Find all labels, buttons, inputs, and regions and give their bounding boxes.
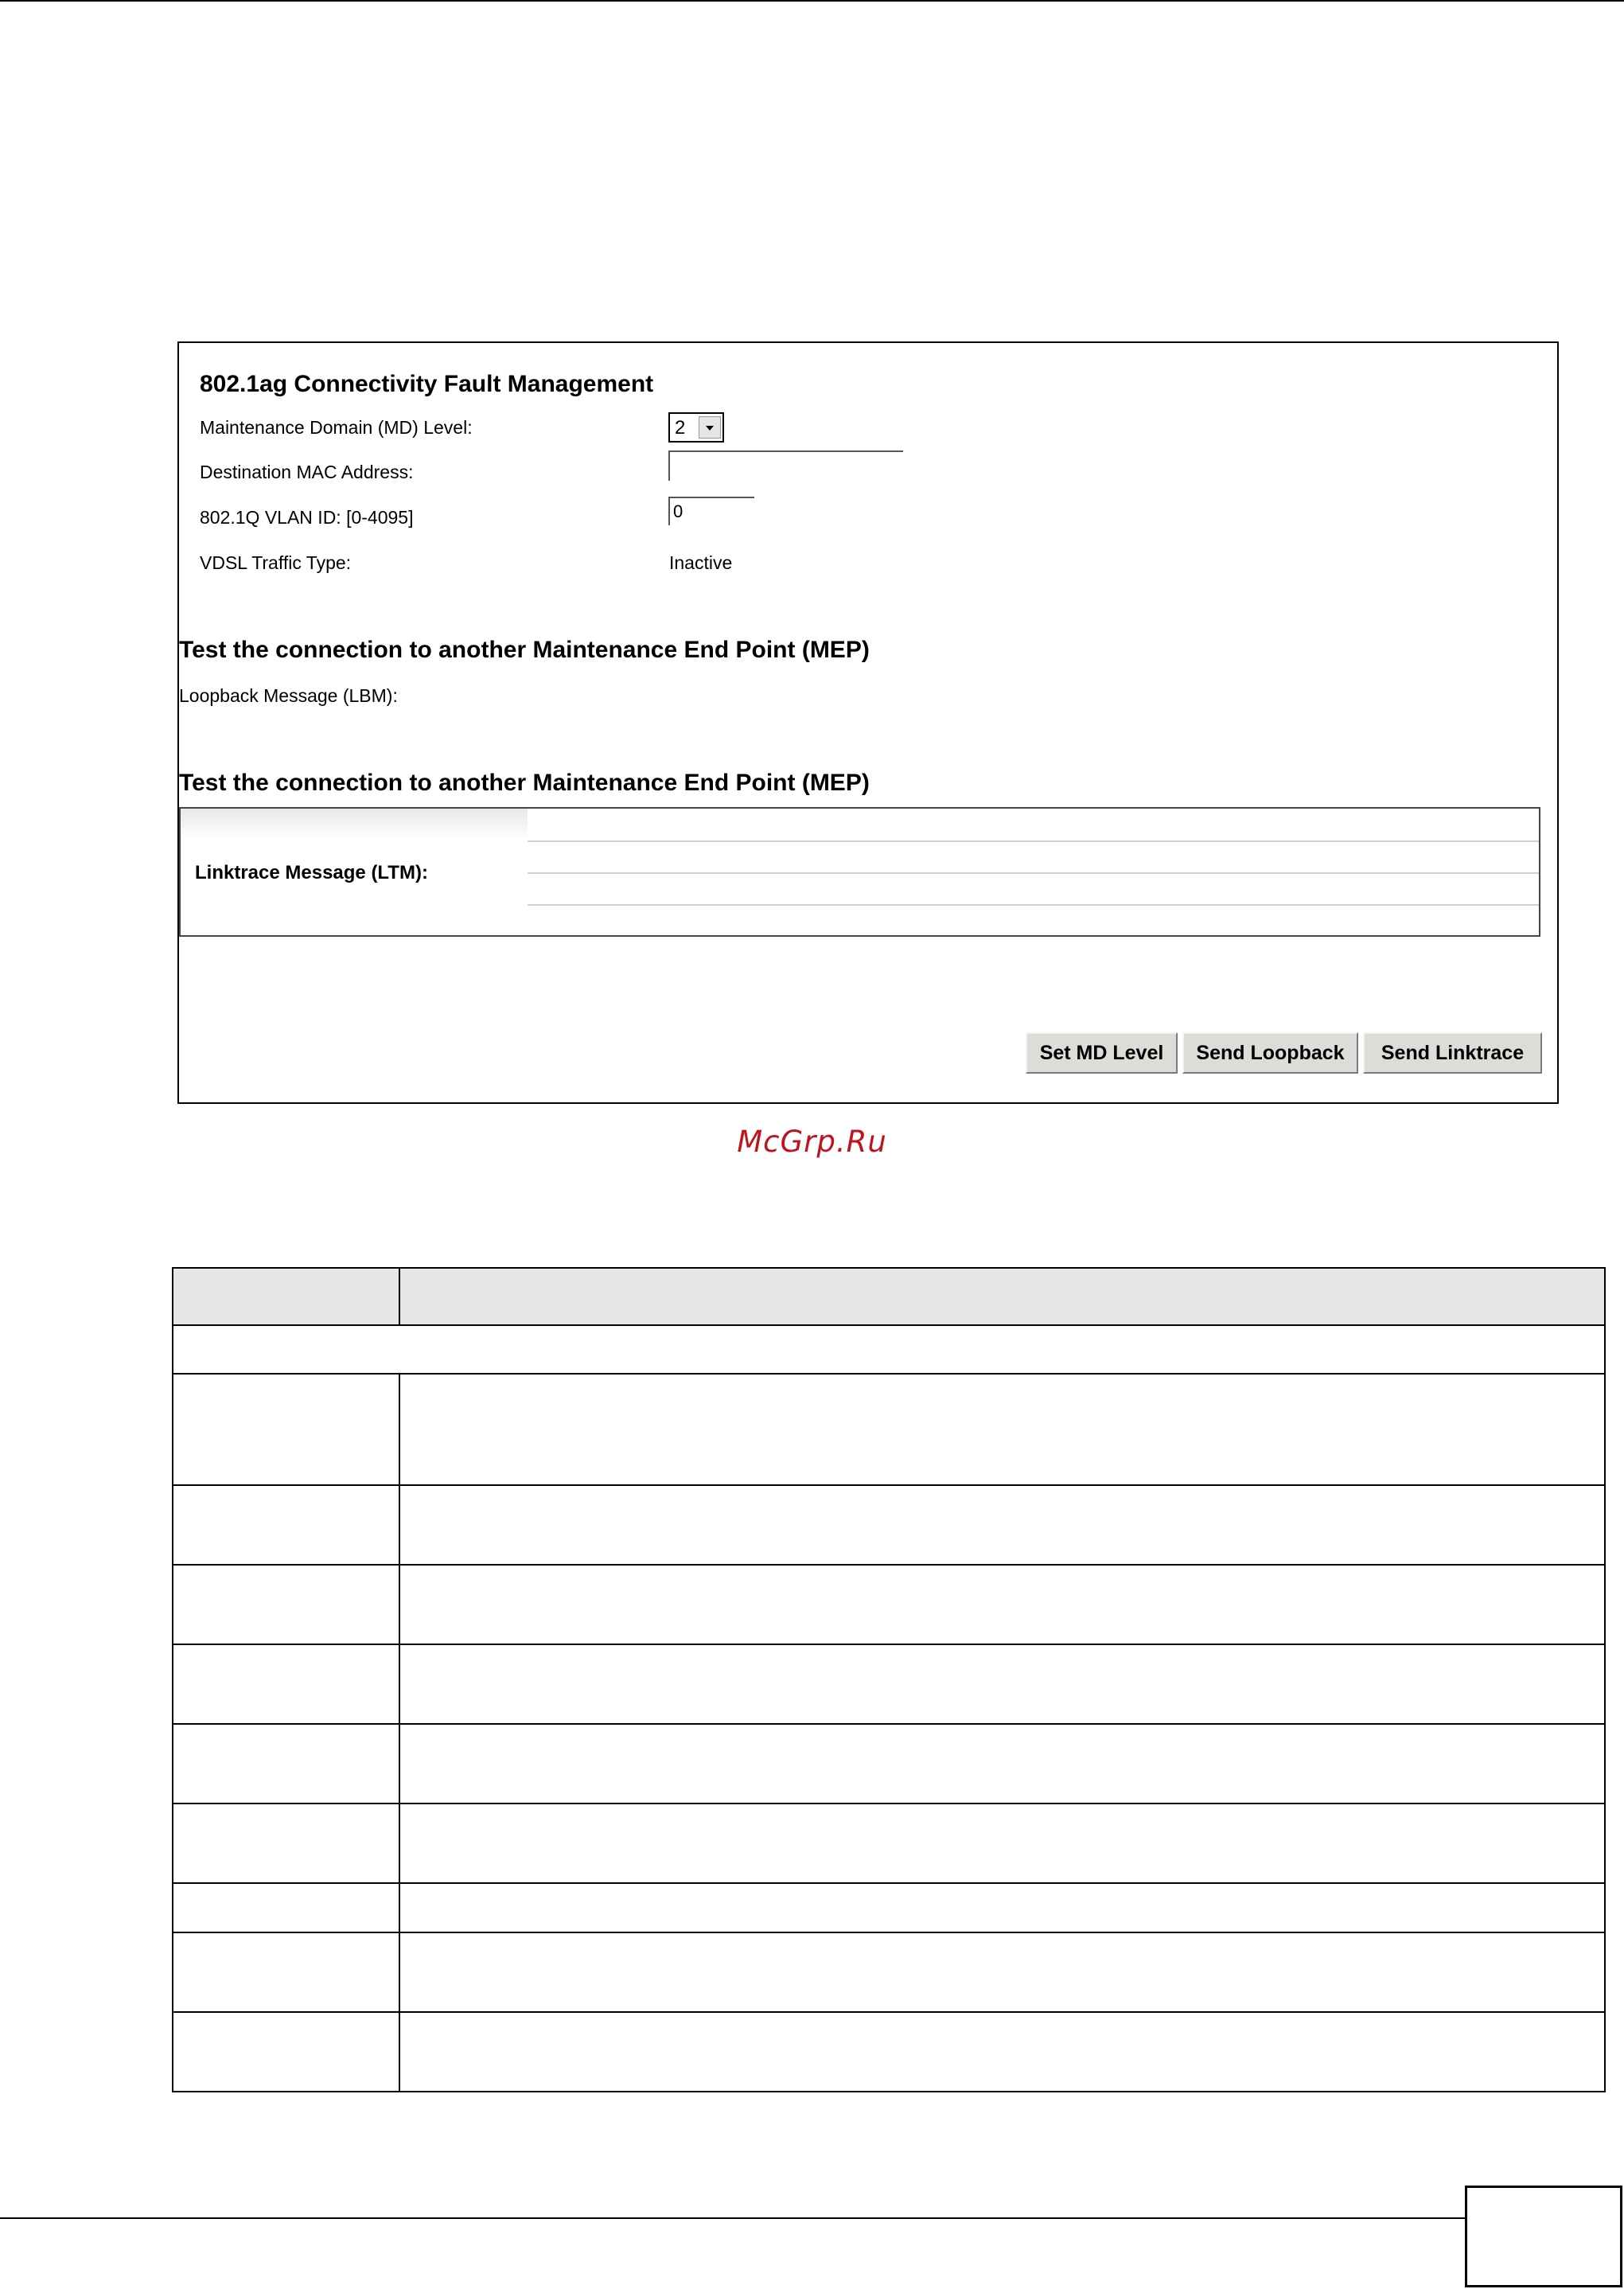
- table-row: [173, 1485, 1605, 1565]
- chevron-down-icon[interactable]: [699, 416, 721, 439]
- send-linktrace-button[interactable]: Send Linktrace: [1363, 1032, 1542, 1074]
- field-description-table: [172, 1267, 1606, 2092]
- footer-rule: [0, 2217, 1465, 2219]
- table-header-cell: [173, 1268, 399, 1325]
- send-loopback-button[interactable]: Send Loopback: [1182, 1032, 1358, 1074]
- linktrace-row-divider: [528, 904, 1539, 906]
- table-cell: [173, 2012, 399, 2092]
- loopback-section-title: Test the connection to another Maintenance End Point (MEP): [179, 637, 870, 663]
- table-row: [173, 2012, 1605, 2092]
- table-cell: [173, 1724, 399, 1804]
- table-cell: [173, 1932, 399, 2012]
- loopback-label: Loopback Message (LBM):: [179, 685, 398, 706]
- table-cell: [399, 1644, 1605, 1724]
- linktrace-section-title: Test the connection to another Maintenance End Point (MEP): [179, 770, 870, 796]
- dest-mac-label: Destination MAC Address:: [200, 462, 414, 482]
- dest-mac-input[interactable]: [668, 450, 903, 481]
- linktrace-row-divider: [528, 872, 1539, 874]
- table-cell: [173, 1644, 399, 1724]
- vlan-id-input[interactable]: [668, 497, 754, 525]
- table-cell: [173, 1804, 399, 1883]
- table-cell: [173, 1374, 399, 1485]
- table-row: [173, 1565, 1605, 1644]
- table-header-row: [173, 1268, 1605, 1325]
- table-cell: [399, 1932, 1605, 2012]
- cfm-title: 802.1ag Connectivity Fault Management: [200, 371, 654, 397]
- set-md-level-button[interactable]: Set MD Level: [1026, 1032, 1178, 1074]
- table-cell: [399, 2012, 1605, 2092]
- table-cell: [399, 1485, 1605, 1565]
- table-cell: [399, 1374, 1605, 1485]
- table-cell: [399, 1724, 1605, 1804]
- vlan-id-label: 802.1Q VLAN ID: [0-4095]: [200, 507, 414, 528]
- linktrace-label: Linktrace Message (LTM):: [195, 862, 428, 883]
- table-row: [173, 1883, 1605, 1932]
- md-level-select[interactable]: [668, 412, 724, 443]
- table-cell: [399, 1565, 1605, 1644]
- table-cell: [173, 1883, 399, 1932]
- md-level-value: 2: [675, 417, 686, 439]
- table-cell: [399, 1883, 1605, 1932]
- page-number-box: [1465, 2186, 1622, 2287]
- table-row: [173, 1325, 1605, 1374]
- table-row: [173, 1374, 1605, 1485]
- table-row: [173, 1804, 1605, 1883]
- table-row: [173, 1644, 1605, 1724]
- vdsl-traffic-value: Inactive: [669, 552, 733, 573]
- md-level-label: Maintenance Domain (MD) Level:: [200, 417, 473, 438]
- table-row: [173, 1724, 1605, 1804]
- table-cell: [173, 1485, 399, 1565]
- table-cell: [399, 1804, 1605, 1883]
- linktrace-row-divider: [528, 840, 1539, 842]
- vdsl-traffic-label: VDSL Traffic Type:: [200, 552, 352, 573]
- watermark-text: McGrp.Ru: [737, 1125, 887, 1159]
- table-row: [173, 1932, 1605, 2012]
- table-cell: [173, 1325, 1605, 1374]
- header-rule: [0, 0, 1624, 2]
- table-cell: [173, 1565, 399, 1644]
- table-header-cell: [399, 1268, 1605, 1325]
